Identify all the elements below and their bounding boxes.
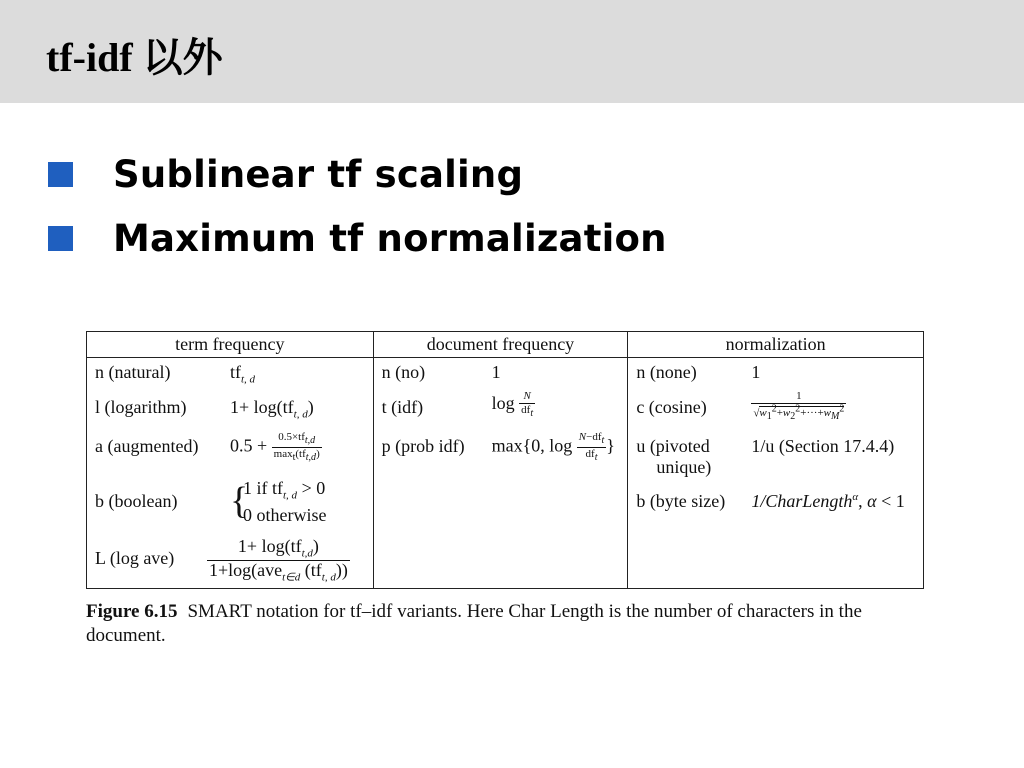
bullet-square-icon [48, 226, 73, 251]
term-frequency-column: n (natural) $tf_{t, d}$ l (logarithm) $1+ \log(tf_{t, d})$ a (augmented) 0.5 + $\frac{0.5\times tf_{t,d}}{\max_t(tf_{t,d})}$ b (boolean) { 1 if $tf_{t, d} > 0$ 0 otherwise L (log ave) $\frac{1+ \log(tf_{t,d})}{1+\log(ave_{t\in d} (tf_{t, d}))}$ [87, 358, 374, 589]
caption-text: SMART notation for tf–idf variants. Here Char Length is the number of characters in the document. [86, 601, 862, 646]
normalization-column: n (none) 1 c (cosine) $\frac{1}{√w_1^2+w_2^2+\cdot\cdot\cdot+w_M^2}$ u (pivoted unique) 1/u (Section 17.4.4) b (byte size) 1/CharLength$^\alpha$, α < 1 [628, 358, 924, 589]
bullet-item [48, 142, 667, 206]
bullet-text: Sublinear tf scaling [113, 152, 524, 196]
header-document-frequency: document frequency [373, 332, 628, 358]
smart-notation-table [86, 331, 924, 589]
figure-caption [86, 600, 936, 648]
header-normalization: normalization [628, 332, 924, 358]
slide-title: tf-idf 以外 [46, 35, 223, 80]
bullet-text: Maximum tf normalization [113, 216, 667, 260]
bullet-square-icon [48, 162, 73, 187]
bullet-item [48, 206, 667, 270]
header-term-frequency: term frequency [87, 332, 374, 358]
figure-label: Figure 6.15 [86, 601, 178, 622]
title-bar [0, 0, 1024, 103]
document-frequency-column: n (no) 1 t (idf) log $\frac{N}{df_t}$ p (prob idf) max{0, log $\frac{N-df_t}{df_t}$ } [373, 358, 628, 589]
bullet-list [48, 142, 667, 270]
